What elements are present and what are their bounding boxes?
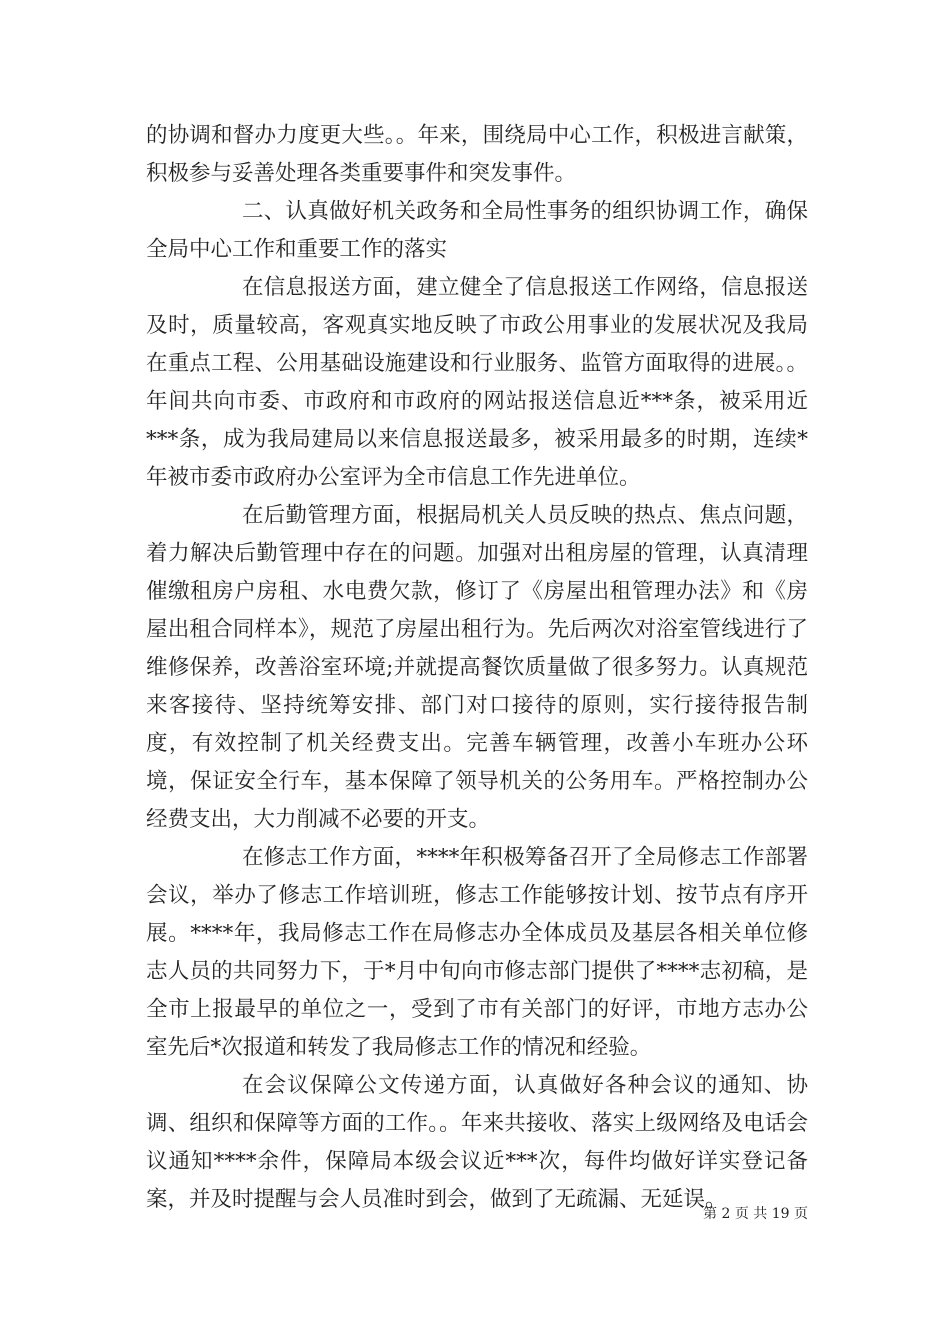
page-number-footer: 第 2 页 共 19 页	[703, 1206, 808, 1222]
paragraph-chronicle: 在修志工作方面，****年积极筹备召开了全局修志工作部署会议，举办了修志工作培训班，修志工作能够按计划、按节点有序开展。****年，我局修志工作在局修志办全体成员及基层各相关单位修志人员的共同努力下，于*月中旬向市修志部门提供了****志初稿，是全市上报最早的单位之一，受到了市有关部门的好评，市地方志办公室先后*次报道和转发了我局修志工作的情况和经验。	[146, 845, 808, 1060]
paragraph-meetings: 在会议保障公文传递方面，认真做好各种会议的通知、协调、组织和保障等方面的工作。。年来共接收、落实上级网络及电话会议通知****余件，保障局本级会议近***次，每件均做好详实登记备案，并及时提醒与会人员准时到会，做到了无疏漏、无延误。	[146, 1073, 808, 1212]
paragraph-logistics: 在后勤管理方面，根据局机关人员反映的热点、焦点问题，着力解决后勤管理中存在的问题。加强对出租房屋的管理，认真清理催缴租房户房租、水电费欠款，修订了《房屋出租管理办法》和《房屋出租合同样本》，规范了房屋出租行为。先后两次对浴室管线进行了维修保养，改善浴室环境;并就提高餐饮质量做了很多努力。认真规范来客接待、坚持统筹安排、部门对口接待的原则，实行接待报告制度，有效控制了机关经费支出。完善车辆管理，改善小车班办公环境，保证安全行车，基本保障了领导机关的公务用车。严格控制办公经费支出，大力削减不必要的开支。	[146, 503, 808, 832]
document-body	[146, 117, 808, 1219]
paragraph-info-reporting: 在信息报送方面，建立健全了信息报送工作网络，信息报送及时，质量较高，客观真实地反映了市政公用事业的发展状况及我局在重点工程、公用基础设施建设和行业服务、监管方面取得的进展。。年间共向市委、市政府和市政府的网站报送信息近***条，被采用近***条，成为我局建局以来信息报送最多，被采用最多的时期，连续*年被市委市政府办公室评为全市信息工作先进单位。	[146, 275, 808, 490]
paragraph-continuation: 的协调和督办力度更大些。。年来，围绕局中心工作，积极进言献策，积极参与妥善处理各类重要事件和突发事件。	[146, 123, 808, 186]
section-heading: 二、认真做好机关政务和全局性事务的组织协调工作，确保全局中心工作和重要工作的落实	[146, 199, 808, 262]
